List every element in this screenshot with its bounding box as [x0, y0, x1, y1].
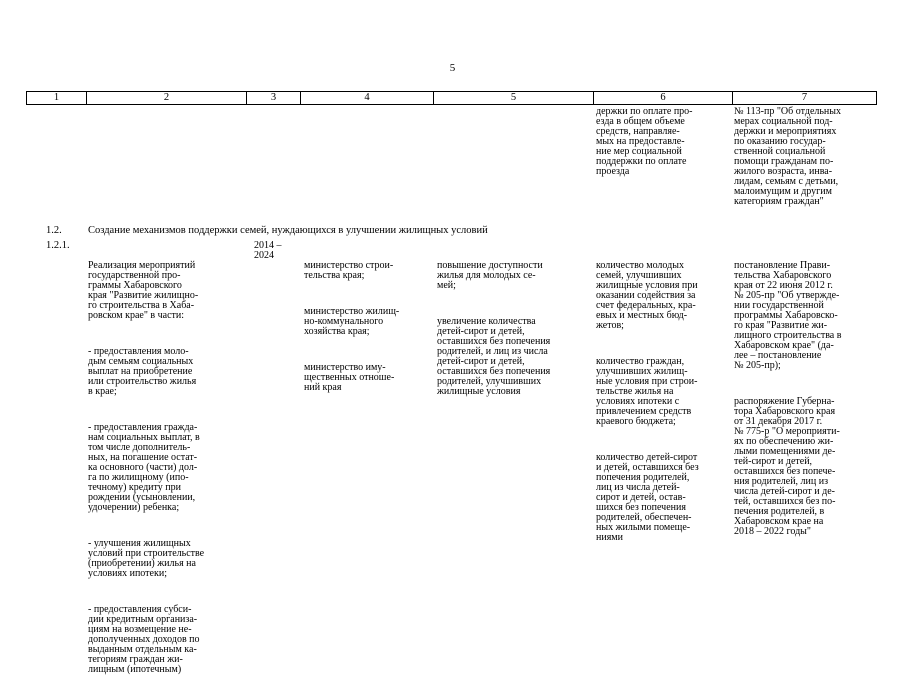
carryover-col6: держки по оплате про- езда в общем объеме средств, направляе- мых на предоставле- ние мер социальной поддержки по оплате проезда: [596, 106, 693, 177]
executor: министерство строи- тельства края;: [304, 260, 394, 281]
column-header-4: 4: [301, 92, 434, 105]
measure-item: - предоставления субси- дии кредитным организа- циям на возмещение не- дополученных доходов по выданным отдельным ка- тегориям граждан жи- лищным (ипотечным): [88, 604, 200, 675]
measure-item: - предоставления моло- дым семьям социальных выплат на приобретение или строительство жилья в крае;: [88, 346, 197, 397]
column-header-5: 5: [434, 92, 594, 105]
row-col7-legal-acts: [734, 241, 841, 553]
executor: министерство жилищ- но-коммунального хозяйства края;: [304, 306, 400, 337]
row-col2-measures: [88, 241, 204, 691]
indicator-item: количество молодых семей, улучшивших жилищные условия при оказании содействия за счет федеральных, кра- евых и местных бюд- жетов;: [596, 260, 698, 331]
column-header-row: [26, 91, 877, 105]
column-header-6: 6: [594, 92, 733, 105]
row-col3-period: 2014 – 2024: [254, 240, 282, 261]
result-item: увеличение количества детей-сирот и детей, оставшихся без попечения родителей, и лиц из числа детей-сирот и детей, оставшихся без попечения родителей, улучшивших жилищные условия: [437, 316, 551, 397]
row-col6-indicators: [596, 241, 699, 559]
indicator-item: количество детей-сирот и детей, оставшихся без попечения родителей, лиц из числа детей- сирот и детей, остав- шихся без попечения родителей, обеспечен- ных жилыми помеще- ниями: [596, 452, 699, 543]
row-col4-executors: [304, 241, 399, 409]
result-item: повышение доступности жилья для молодых се- мей;: [437, 260, 543, 291]
section-title: Создание механизмов поддержки семей, нуждающихся в улучшении жилищных условий: [88, 225, 488, 236]
page-number: 5: [449, 62, 456, 74]
legal-act: распоряжение Губерна- тора Хабаровского края от 31 декабря 2017 г. № 775-р "О мероприяти- ях по обеспечению жи- лыми помещениями де- тей-сирот и детей, оставшихся без попече- ния родителей, лиц из числа детей-сирот и де- тей, оставшихся без по- печения родителей, в Хабаровском крае на 2018 – 2022 годы": [734, 396, 840, 537]
measure-item: - улучшения жилищных условий при строительстве (приобретении) жилья на условиях ипотеки;: [88, 538, 205, 579]
executor: министерство иму- щественных отноше- ний края: [304, 362, 395, 393]
row-col5-results: [437, 241, 550, 413]
column-header-7: 7: [733, 92, 877, 105]
column-header-2: 2: [87, 92, 247, 105]
section-number: 1.2.: [46, 225, 62, 236]
carryover-col7: № 113-пр "Об отдельных мерах социальной под- держки и мероприятиях по оказанию государ- ственной социальной помощи гражданам по- жилого возраста, инва- лидам, семьям с детьми, малоимущим и другим категориям граждан": [734, 106, 841, 207]
column-header-1: 1: [27, 92, 87, 105]
legal-act: постановление Прави- тельства Хабаровского края от 22 июня 2012 г. № 205-пр "Об утвержде- нии государственной программы Хабаровско- го края "Развитие жи- лищного строительства в Хабаровском крае" (да- лее – постановление № 205-пр);: [734, 260, 842, 371]
row-number: 1.2.1.: [46, 240, 70, 251]
indicator-item: количество граждан, улучшивших жилищ- ные условия при строи- тельстве жилья на условиях ипотеки с привлечением средств краевого бюджета;: [596, 356, 698, 427]
measure-intro: Реализация мероприятий государственной про- граммы Хабаровского края "Развитие жилищно- го строительства в Хаба- ровском крае" в части:: [88, 260, 199, 321]
measure-item: - предоставления гражда- нам социальных выплат, в том числе дополнитель- ных, на погашение остат- ка основного (части) дол- га по жилищному (ипо- течному) кредиту при рождении (усыновлении, удочерении) ребенка;: [88, 422, 200, 513]
column-header-3: 3: [247, 92, 301, 105]
